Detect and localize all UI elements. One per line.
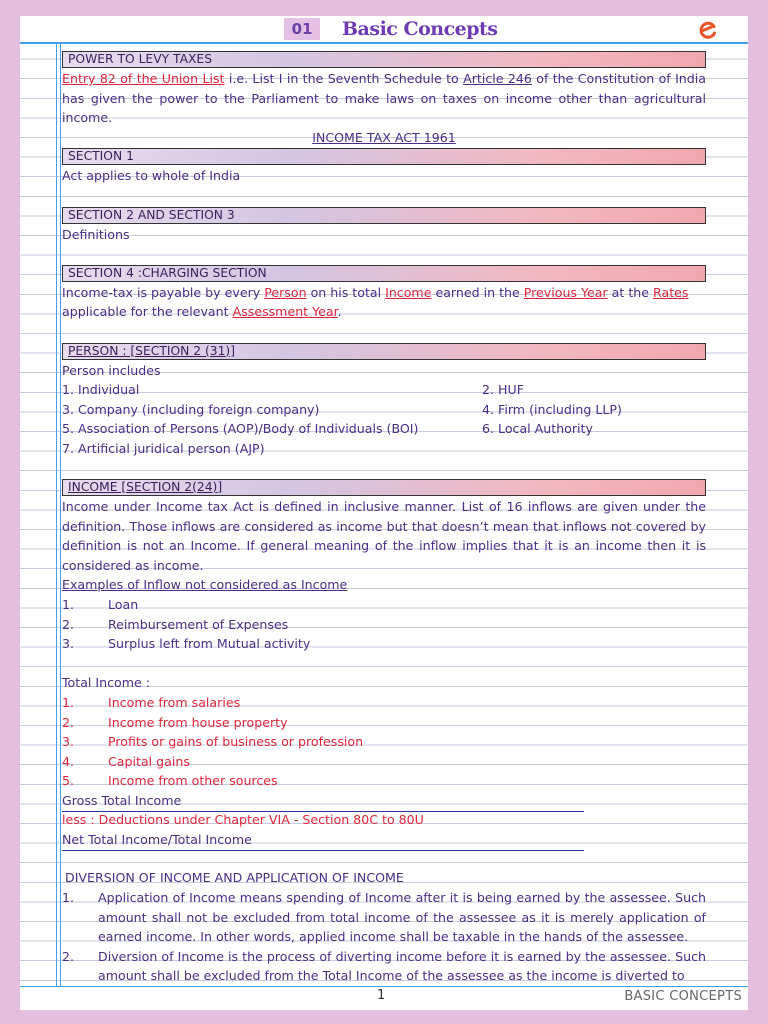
margin-line	[60, 16, 61, 1010]
document-content	[62, 50, 706, 986]
person-intro: Person includes	[62, 362, 161, 378]
act-title: INCOME TAX ACT 1961	[312, 129, 456, 145]
section-heading: SECTION 4 :CHARGING SECTION	[62, 265, 706, 282]
previous-year-link[interactable]: Previous Year	[523, 284, 608, 300]
rates-link[interactable]: Rates	[653, 284, 689, 300]
section-heading: POWER TO LEVY TAXES	[62, 51, 706, 68]
list-item: 1. Individual 2. HUF	[62, 382, 524, 398]
section-heading: INCOME [SECTION 2(24)]	[62, 479, 706, 496]
list-item: 4. Capital gains	[62, 753, 190, 769]
list-item: 3. Surplus left from Mutual activity	[62, 636, 311, 652]
margin-line	[56, 16, 57, 1010]
list-item: 1. Loan	[62, 597, 139, 613]
income-paragraph: Income under Income tax Act is defined in inclusive manner. List of 16 inflows are given under the definition. Those inflows are considered as income but that doesn’t mean that inflows not covered by definition is not an Income. If general meaning of the inflow implies that it is an income then it is considered as income.	[62, 499, 706, 573]
list-item: 2. Diversion of Income is the process of diverting income before it is earned by the assessee. Such amount shall be excluded from the Total Income of the assessee as the income is diverted to	[62, 948, 706, 984]
gross-total-income: Gross Total Income	[62, 791, 706, 810]
brand-logo-icon	[698, 20, 718, 40]
article-link[interactable]: Article 246	[463, 71, 532, 86]
list-item: 7. Artificial juridical person (AJP)	[62, 440, 265, 456]
person-link[interactable]: Person	[264, 284, 307, 300]
levy-paragraph: Entry 82 of the Union List i.e. List I in the Seventh Schedule to Article 246 of the Constitution of India has given the power to the Parliament to make laws on taxes on income other than agricultural income.	[62, 71, 706, 126]
list-item: 1. Income from salaries	[62, 695, 241, 711]
page-header	[20, 16, 748, 44]
section-heading: PERSON : [SECTION 2 (31)]	[62, 343, 706, 360]
document-page	[20, 16, 748, 1010]
list-item: 1. Application of Income means spending of Income after it is being earned by the assessee. Such amount shall not be excluded from total income of the assessee as it is merely application of earned income. In other words, applied income shall be taxable in the hands of the assessee.	[62, 889, 706, 945]
chapter-title: Basic Concepts	[342, 18, 498, 40]
list-item: 3. Profits or gains of business or profession	[62, 734, 364, 750]
list-item: 2. Income from house property	[62, 714, 288, 730]
deductions-line: less : Deductions under Chapter VIA - Section 80C to 80U	[62, 811, 424, 827]
list-item: 5. Income from other sources	[62, 773, 278, 789]
examples-heading: Examples of Inflow not considered as Income	[62, 577, 348, 593]
footer-title: BASIC CONCEPTS	[624, 989, 742, 1004]
section-heading: SECTION 1	[62, 148, 706, 165]
net-total-income: Net Total Income/Total Income	[62, 830, 706, 849]
page-footer	[20, 986, 748, 1010]
section-heading: SECTION 2 AND SECTION 3	[62, 207, 706, 224]
charging-paragraph: Income-tax is payable by every Person on his total Income earned in the Previous Year at the Rates applicable for the relevant Assessment Year.	[62, 284, 689, 320]
chapter-number: 01	[284, 18, 320, 40]
income-link[interactable]: Income	[385, 284, 432, 300]
list-item: 5. Association of Persons (AOP)/Body of Individuals (BOI) 6. Local Authority	[62, 421, 593, 437]
total-income-heading: Total Income :	[62, 675, 151, 691]
diversion-heading: DIVERSION OF INCOME AND APPLICATION OF INCOME	[65, 870, 404, 886]
entry-link[interactable]: Entry 82 of the Union List	[62, 71, 225, 86]
section-text: Act applies to whole of India	[62, 168, 241, 184]
page-number: 1	[377, 988, 386, 1003]
list-item: 2. Reimbursement of Expenses	[62, 616, 289, 632]
list-item: 3. Company (including foreign company) 4. Firm (including LLP)	[62, 401, 622, 417]
assessment-year-link[interactable]: Assessment Year	[232, 304, 338, 320]
section-text: Definitions	[62, 226, 130, 242]
